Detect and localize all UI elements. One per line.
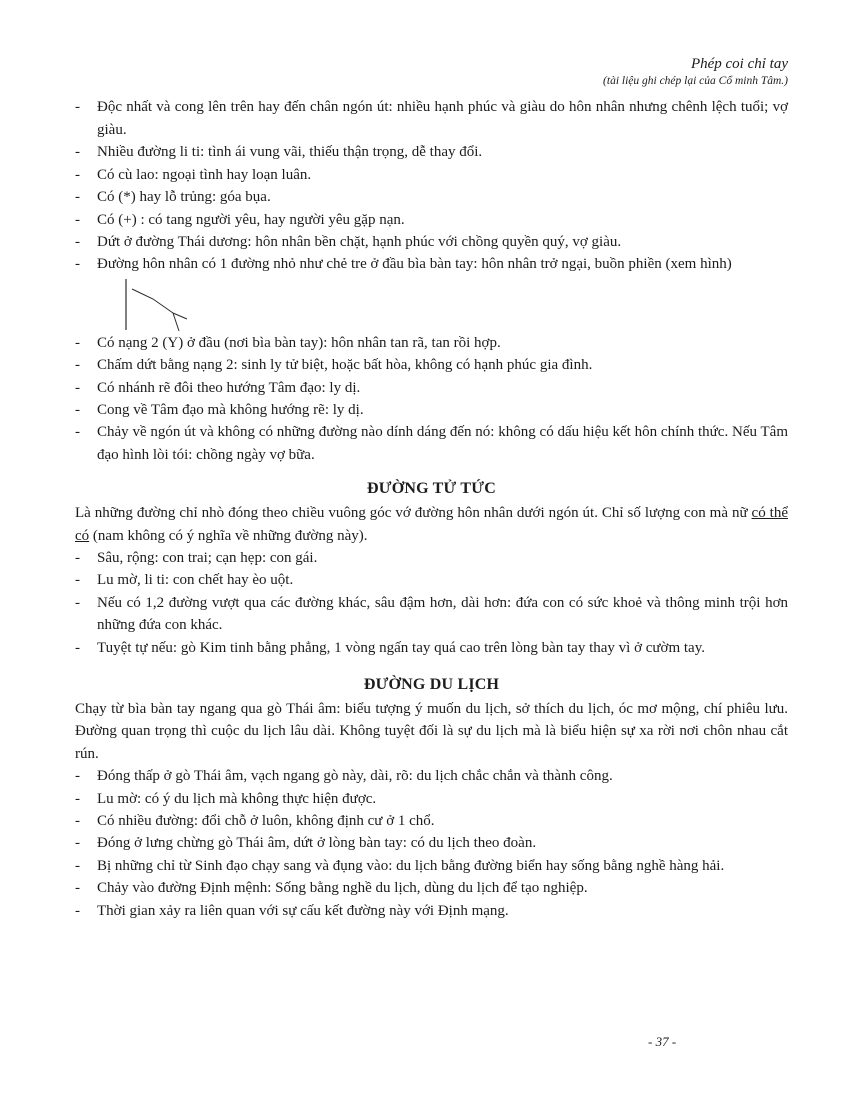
bullet-dash: -: [75, 572, 80, 589]
list-item-text: Đường hôn nhân có 1 đường nhỏ như chẻ tre ở đầu bìa bàn tay: hôn nhân trở ngại, buồn phiền (xem hình): [97, 256, 732, 273]
section-heading-du-lich: ĐƯỜNG DU LỊCH: [363, 676, 500, 693]
list-item: [75, 96, 788, 141]
list-item-text: Độc nhất và cong lên trên hay đến chân ngón út: nhiều hạnh phúc và giàu do hôn nhân nhưng chênh lệch tuổi; vợ giàu.: [97, 99, 788, 138]
list-item: [75, 377, 788, 399]
bullet-dash: -: [75, 401, 80, 418]
list-item-text: Nếu có 1,2 đường vượt qua các đường khác, sâu đậm hơn, dài hơn: đứa con có sức khoẻ và thông minh trội hơn những đứa con khác.: [97, 594, 788, 634]
intro-text-post: (nam không có ý nghĩa về những đường này).: [89, 527, 368, 544]
bullet-dash: -: [75, 334, 80, 351]
bullet-dash: -: [75, 549, 80, 566]
intro-text-underlined: có thể có: [75, 505, 788, 544]
du-lich-intro-paragraph: Chạy từ bìa bàn tay ngang qua gò Thái âm: biểu tượng ý muốn du lịch, sở thích du lịch, óc mơ mộng, chí phiêu lưu. Đường quan trọng thì cuộc du lịch lâu dài. Không tuyệt đối là sự du lịch mà là biểu hiện sự xa rời nơi chôn nhau cắt rún.: [75, 701, 788, 762]
document-subtitle: (tài liệu ghi chép lại của Cổ minh Tâm.): [603, 75, 788, 88]
tu-tuc-intro-paragraph: [75, 502, 788, 547]
list-item-text: Tuyệt tự nếu: gò Kim tinh bằng phẳng, 1 vòng ngấn tay quá cao trên lòng bàn tay thay vì ở cườm tay.: [97, 639, 705, 656]
bullet-dash: -: [75, 379, 80, 396]
list-item: [75, 877, 788, 899]
list-item: [75, 855, 788, 877]
list-item-text: Chảy về ngón út và không có những đường nào dính dáng đến nó: không có dấu hiệu kết hôn chính thức. Nếu Tâm đạo hình lòi tói: chồng ngày vợ bữa.: [97, 424, 788, 463]
bullet-dash: -: [75, 256, 80, 273]
bullet-dash: -: [75, 768, 80, 785]
list-item-text: Dứt ở đường Thái dương: hôn nhân bền chặt, hạnh phúc với chồng quyền quý, vợ giàu.: [97, 233, 622, 250]
list-item: [75, 231, 788, 253]
bullet-dash: -: [75, 902, 80, 919]
list-item: [75, 592, 788, 637]
list-item: [75, 788, 788, 810]
document-body: [75, 96, 788, 922]
bullet-dash: -: [75, 144, 80, 161]
list-item-text: Có nạng 2 (Y) ở đầu (nơi bìa bàn tay): hôn nhân tan rã, tan rồi hợp.: [97, 334, 501, 351]
bullet-dash: -: [75, 424, 80, 441]
list-item: [75, 832, 788, 854]
bullet-dash: -: [75, 99, 80, 116]
list-item-text: Sâu, rộng: con trai; cạn hẹp: con gái.: [97, 549, 318, 566]
list-item-text: Có (+) : có tang người yêu, hay người yêu gặp nạn.: [97, 211, 405, 228]
list-item: [75, 421, 788, 466]
bullet-dash: -: [75, 790, 80, 807]
list-item: [75, 354, 788, 376]
list-item-text: Nhiều đường li ti: tình ái vung vãi, thiếu thận trọng, dễ thay đổi.: [97, 144, 483, 161]
bullet-dash: -: [75, 166, 80, 183]
list-item-text: Lu mờ, li ti: con chết hay èo uột.: [97, 572, 294, 589]
list-item: [75, 399, 788, 421]
document-header: [75, 56, 788, 88]
bullet-dash: -: [75, 233, 80, 250]
list-item: [75, 209, 788, 231]
bullet-dash: -: [75, 639, 80, 656]
page-content: [75, 56, 788, 922]
bullet-dash: -: [75, 357, 80, 374]
list-item-text: Có nhiều đường: đổi chỗ ở luôn, không định cư ở 1 chổ.: [97, 813, 435, 830]
bullet-dash: -: [75, 594, 80, 611]
list-item-text: Đóng ở lưng chừng gò Thái âm, dứt ở lòng bàn tay: có du lịch theo đoàn.: [97, 835, 537, 852]
page-number: - 37 -: [648, 1034, 677, 1049]
list-item: [75, 332, 788, 354]
list-item-text: Bị những chỉ từ Sinh đạo chạy sang và đụng vào: du lịch bằng đường biển hay sống bằng nghề hàng hải.: [97, 857, 725, 874]
list-item: [75, 253, 788, 275]
list-item: [75, 810, 788, 832]
document-title: Phép coi chỉ tay: [690, 56, 788, 72]
list-item-text: Chảy vào đường Định mệnh: Sống bằng nghề du lịch, dùng du lịch để tạo nghiệp.: [97, 880, 588, 897]
list-item: [75, 186, 788, 208]
list-item: [75, 164, 788, 186]
list-item: [75, 637, 788, 659]
list-item-text: Có cù lao: ngoại tình hay loạn luân.: [97, 166, 312, 183]
list-item: [75, 141, 788, 163]
list-item-text: Đóng thấp ở gò Thái âm, vạch ngang gò này, dài, rõ: du lịch chắc chắn và thành công.: [97, 768, 613, 785]
bullet-dash: -: [75, 880, 80, 897]
bullet-dash: -: [75, 189, 80, 206]
list-item-text: Có nhánh rẽ đôi theo hướng Tâm đạo: ly dị.: [97, 379, 361, 396]
intro-text-pre: Là những đường chỉ nhò đóng theo chiều vuông góc vớ đường hôn nhân dưới ngón út. Chỉ số lượng con mà nữ: [75, 505, 752, 522]
bullet-dash: -: [75, 835, 80, 852]
list-item: [75, 569, 788, 591]
bullet-dash: -: [75, 211, 80, 228]
section-heading-tu-tuc: ĐƯỜNG TỬ TỨC: [367, 480, 496, 498]
list-item-text: Chấm dứt bằng nạng 2: sinh ly tử biệt, hoặc bất hòa, không có hạnh phúc gia đình.: [97, 357, 593, 374]
list-item-text: Thời gian xảy ra liên quan với sự cấu kết đường này với Định mạng.: [97, 902, 509, 919]
list-item-text: Có (*) hay lỗ trủng: góa bụa.: [97, 189, 271, 206]
list-item: [75, 900, 788, 922]
list-item-text: Lu mờ: có ý du lịch mà không thực hiện được.: [97, 790, 377, 807]
bullet-dash: -: [75, 813, 80, 830]
list-item: [75, 765, 788, 787]
marriage-line-fork-sketch: [123, 278, 203, 332]
list-item-text: Cong về Tâm đạo mà không hướng rẽ: ly dị.: [97, 401, 364, 418]
bullet-dash: -: [75, 857, 80, 874]
list-item: [75, 547, 788, 569]
